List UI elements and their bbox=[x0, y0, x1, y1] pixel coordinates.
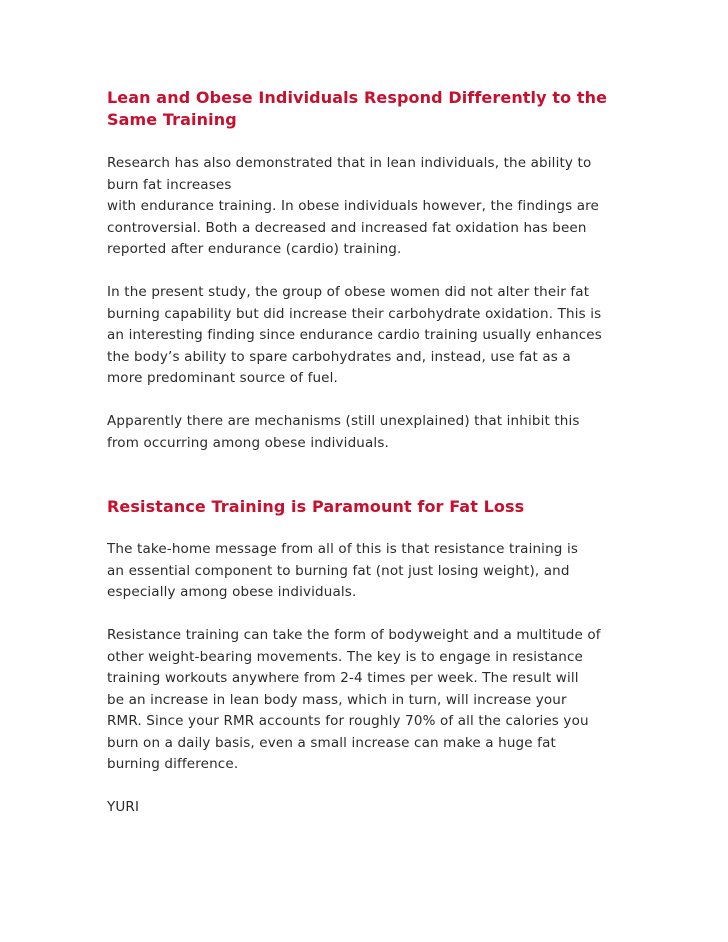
document-page bbox=[107, 87, 627, 818]
section-heading-resistance-training bbox=[107, 496, 627, 518]
heading-line: Same Training bbox=[107, 110, 237, 129]
text-line: reported after endurance (cardio) training. bbox=[107, 241, 402, 257]
text-line: controversial. Both a decreased and increased fat oxidation has been bbox=[107, 219, 587, 236]
text-line: RMR. Since your RMR accounts for roughly 70% of all the calories you bbox=[107, 713, 589, 729]
heading-line: Resistance Training is Paramount for Fat Loss bbox=[107, 497, 525, 516]
text-line: from occurring among obese individuals. bbox=[107, 434, 389, 451]
paragraph-take-home bbox=[107, 539, 627, 604]
paragraph-mechanisms bbox=[107, 411, 627, 454]
section-heading-lean-obese bbox=[107, 87, 627, 131]
paragraph-present-study bbox=[107, 282, 627, 390]
text-line: Research has also demonstrated that in lean individuals, the ability to bbox=[107, 155, 592, 171]
text-line: be an increase in lean body mass, which in turn, will increase your bbox=[107, 691, 567, 708]
text-line: burn on a daily basis, even a small increase can make a huge fat bbox=[107, 734, 556, 751]
text-line: burning difference. bbox=[107, 756, 239, 772]
heading-line: Lean and Obese Individuals Respond Differently to the bbox=[107, 88, 608, 107]
text-line: more predominant source of fuel. bbox=[107, 370, 338, 386]
signature: YURI bbox=[107, 798, 140, 815]
text-line: an interesting finding since endurance cardio training usually enhances bbox=[107, 327, 602, 343]
text-line: especially among obese individuals. bbox=[107, 584, 357, 600]
text-line: The take-home message from all of this is that resistance training is bbox=[107, 541, 579, 557]
text-line: with endurance training. In obese individuals however, the findings are bbox=[107, 198, 599, 214]
text-line: Apparently there are mechanisms (still unexplained) that inhibit this bbox=[107, 413, 580, 429]
text-line: burn fat increases bbox=[107, 176, 232, 193]
text-line: burning capability but did increase their carbohydrate oxidation. This is bbox=[107, 305, 602, 322]
text-line: In the present study, the group of obese women did not alter their fat bbox=[107, 284, 590, 300]
text-line: other weight-bearing movements. The key is to engage in resistance bbox=[107, 648, 583, 665]
text-line: Resistance training can take the form of bodyweight and a multitude of bbox=[107, 627, 601, 643]
paragraph-resistance-forms bbox=[107, 625, 627, 776]
paragraph-research bbox=[107, 153, 627, 261]
text-line: training workouts anywhere from 2-4 times per week. The result will bbox=[107, 670, 579, 686]
text-line: an essential component to burning fat (not just losing weight), and bbox=[107, 562, 570, 579]
text-line: the body’s ability to spare carbohydrates and, instead, use fat as a bbox=[107, 348, 571, 365]
